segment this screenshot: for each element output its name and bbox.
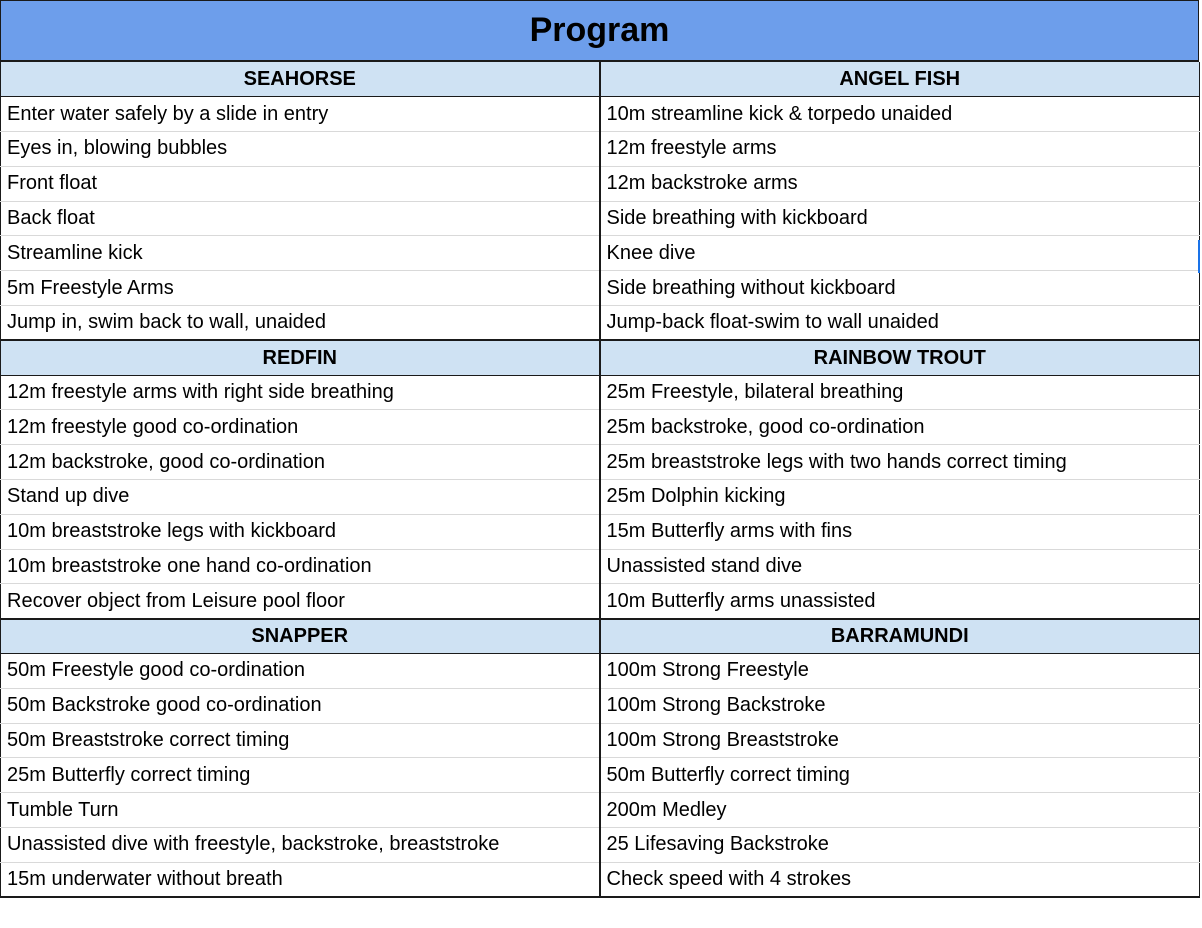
level-header-left[interactable]: SNAPPER: [1, 619, 600, 654]
skill-row: [1, 549, 1200, 584]
skill-cell-right[interactable]: 25m breaststroke legs with two hands correct timing: [600, 445, 1200, 480]
skill-cell-right[interactable]: 200m Medley: [600, 793, 1200, 828]
skill-cell-right[interactable]: 25 Lifesaving Backstroke: [600, 828, 1200, 863]
skill-cell-right[interactable]: Unassisted stand dive: [600, 549, 1200, 584]
cell-selection-edge: [1198, 240, 1200, 273]
skill-cell-right[interactable]: 25m Dolphin kicking: [600, 480, 1200, 515]
skill-row: [1, 166, 1200, 201]
level-header-right[interactable]: ANGEL FISH: [600, 62, 1200, 97]
skill-cell-left[interactable]: 50m Freestyle good co-ordination: [1, 654, 600, 689]
skill-cell-right[interactable]: 15m Butterfly arms with fins: [600, 514, 1200, 549]
skill-row: [1, 723, 1200, 758]
skill-row: [1, 480, 1200, 515]
skill-cell-left[interactable]: 5m Freestyle Arms: [1, 271, 600, 306]
skill-cell-right[interactable]: 25m Freestyle, bilateral breathing: [600, 375, 1200, 410]
skill-cell-right[interactable]: Check speed with 4 strokes: [600, 862, 1200, 897]
skill-row: [1, 271, 1200, 306]
skill-cell-left[interactable]: Front float: [1, 166, 600, 201]
skill-row: [1, 654, 1200, 689]
skill-cell-right[interactable]: 10m streamline kick & torpedo unaided: [600, 97, 1200, 132]
level-header-left[interactable]: REDFIN: [1, 340, 600, 375]
skill-row: [1, 828, 1200, 863]
skill-cell-left[interactable]: 15m underwater without breath: [1, 862, 600, 897]
skill-cell-right[interactable]: Side breathing with kickboard: [600, 201, 1200, 236]
skill-cell-left[interactable]: Recover object from Leisure pool floor: [1, 584, 600, 619]
skill-cell-right[interactable]: 100m Strong Breaststroke: [600, 723, 1200, 758]
skill-row: [1, 375, 1200, 410]
skill-cell-right[interactable]: 25m backstroke, good co-ordination: [600, 410, 1200, 445]
skill-cell-left[interactable]: 10m breaststroke legs with kickboard: [1, 514, 600, 549]
skill-cell-left[interactable]: 50m Breaststroke correct timing: [1, 723, 600, 758]
skill-row: [1, 688, 1200, 723]
skill-cell-right[interactable]: 100m Strong Backstroke: [600, 688, 1200, 723]
skill-cell-left[interactable]: Stand up dive: [1, 480, 600, 515]
program-table: [0, 62, 1200, 898]
skill-cell-right[interactable]: 50m Butterfly correct timing: [600, 758, 1200, 793]
skill-row: [1, 306, 1200, 341]
skill-cell-left[interactable]: Jump in, swim back to wall, unaided: [1, 306, 600, 341]
program-title[interactable]: Program: [0, 0, 1199, 62]
skill-cell-right[interactable]: Side breathing without kickboard: [600, 271, 1200, 306]
skill-cell-right[interactable]: Knee dive: [600, 236, 1200, 271]
level-header-right[interactable]: BARRAMUNDI: [600, 619, 1200, 654]
skill-cell-left[interactable]: Streamline kick: [1, 236, 600, 271]
skill-cell-left[interactable]: 50m Backstroke good co-ordination: [1, 688, 600, 723]
level-header-row: [1, 619, 1200, 654]
skill-row: [1, 97, 1200, 132]
level-header-row: [1, 62, 1200, 97]
skill-row: [1, 236, 1200, 271]
skill-cell-left[interactable]: Unassisted dive with freestyle, backstroke, breaststroke: [1, 828, 600, 863]
skill-row: [1, 793, 1200, 828]
skill-cell-left[interactable]: 12m freestyle good co-ordination: [1, 410, 600, 445]
skill-cell-left[interactable]: 12m backstroke, good co-ordination: [1, 445, 600, 480]
skill-cell-left[interactable]: Back float: [1, 201, 600, 236]
skill-row: [1, 584, 1200, 619]
skill-row: [1, 201, 1200, 236]
skill-row: [1, 445, 1200, 480]
level-header-row: [1, 340, 1200, 375]
skill-row: [1, 132, 1200, 167]
level-header-right[interactable]: RAINBOW TROUT: [600, 340, 1200, 375]
skill-cell-left[interactable]: Tumble Turn: [1, 793, 600, 828]
skill-cell-right[interactable]: 10m Butterfly arms unassisted: [600, 584, 1200, 619]
skill-cell-right[interactable]: 100m Strong Freestyle: [600, 654, 1200, 689]
skill-cell-right[interactable]: 12m freestyle arms: [600, 132, 1200, 167]
skill-row: [1, 862, 1200, 897]
skill-cell-left[interactable]: 12m freestyle arms with right side breathing: [1, 375, 600, 410]
skill-cell-left[interactable]: 10m breaststroke one hand co-ordination: [1, 549, 600, 584]
skill-row: [1, 758, 1200, 793]
skill-cell-right[interactable]: Jump-back float-swim to wall unaided: [600, 306, 1200, 341]
skill-cell-left[interactable]: Enter water safely by a slide in entry: [1, 97, 600, 132]
skill-row: [1, 410, 1200, 445]
level-header-left[interactable]: SEAHORSE: [1, 62, 600, 97]
skill-cell-right[interactable]: 12m backstroke arms: [600, 166, 1200, 201]
skill-row: [1, 514, 1200, 549]
skill-cell-left[interactable]: Eyes in, blowing bubbles: [1, 132, 600, 167]
skill-cell-left[interactable]: 25m Butterfly correct timing: [1, 758, 600, 793]
